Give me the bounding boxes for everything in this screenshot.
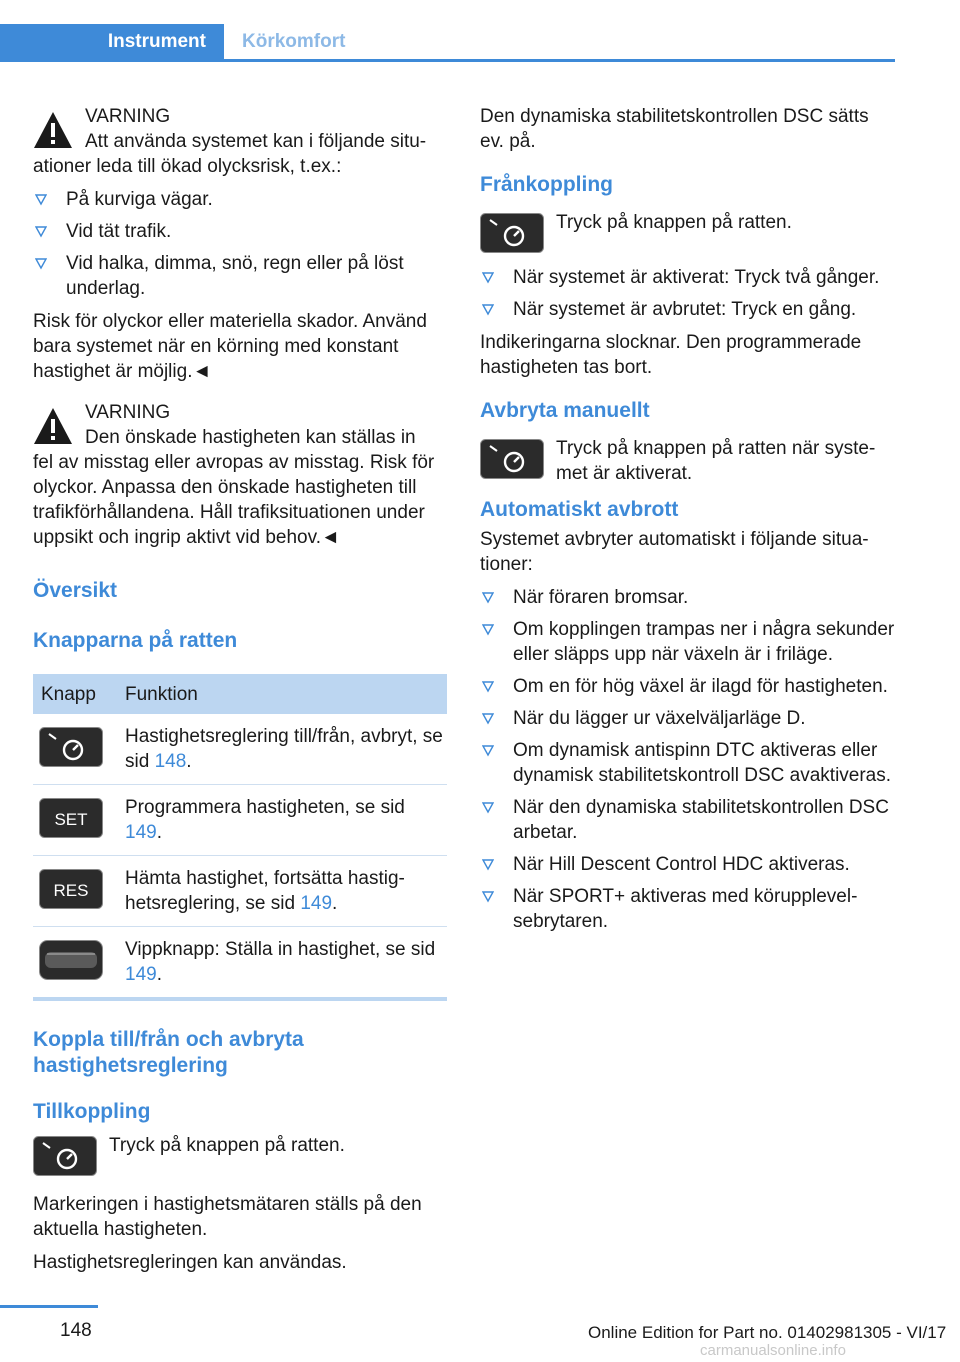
warning-text: Risk för olyckor eller materiella skador. Använd bara systemet när en körning med konstant hastighet är möjlig.◄: [33, 311, 427, 382]
list-item: Vid tät trafik.: [33, 219, 447, 244]
left-column: [33, 104, 447, 1283]
warning-text: fel av misstag eller avropas av misstag. Risk för olyckor. Anpassa den önskade hastigheten till trafikförhållandena. Håll trafiksituationen under uppsikt och ingrip aktivt vid behov.◄: [33, 452, 435, 548]
table-row: SET Programmera hastigheten, se sid 149.: [33, 785, 447, 856]
triangle-bullet-icon: [482, 681, 494, 693]
edition-text: Online Edition for Part no. 01402981305 - VI/17: [588, 1323, 947, 1342]
svg-text:RES: RES: [53, 881, 89, 900]
speedometer-button-icon: [480, 439, 544, 479]
watermark: carmanualsonline.info: [700, 1342, 846, 1359]
speedometer-button-icon: [480, 213, 544, 253]
paragraph: Markeringen i hastighetsmätaren ställs på den aktuella hastigheten.: [33, 1194, 422, 1240]
footer-rule: [0, 1305, 98, 1308]
set-button-icon: [39, 798, 103, 838]
triangle-bullet-icon: [35, 226, 47, 238]
warning-title: VARNING: [85, 106, 171, 127]
manuellt-block: [480, 436, 896, 491]
list-item: När SPORT+ aktiveras med körupplevelsebrytaren.: [480, 884, 896, 934]
table-header-row: [33, 674, 447, 714]
right-column: [480, 104, 896, 942]
page-link[interactable]: 149: [125, 822, 157, 843]
triangle-bullet-icon: [482, 859, 494, 871]
triangle-bullet-icon: [35, 258, 47, 270]
table-row: Hastighetsreglering till/från, avbryt, se sid 148.: [33, 714, 447, 785]
instruction-text: Tryck på knappen på ratten.: [556, 212, 792, 233]
table-row: Vippknapp: Ställa in hastighet, se sid 149.: [33, 927, 447, 1000]
tab-korkomfort[interactable]: Körkomfort: [242, 31, 346, 52]
section-heading-oversikt: Översikt: [33, 579, 118, 602]
warning-triangle-icon: [33, 406, 73, 446]
warning-block-1: [33, 104, 447, 179]
tillkoppling-block: [33, 1133, 447, 1188]
tab-instrument[interactable]: Instrument: [0, 24, 224, 60]
speedometer-button-icon: [33, 1136, 97, 1176]
subheading-frankoppling: Frånkoppling: [480, 173, 613, 196]
instruction-text: Tryck på knappen på ratten när systemet är aktiverat.: [556, 438, 876, 484]
page-number: 148: [60, 1320, 92, 1341]
triangle-bullet-icon: [482, 624, 494, 636]
list-item: När den dynamiska stabilitetskontrollen DSC arbetar.: [480, 795, 896, 845]
paragraph: Hastighetsregleringen kan användas.: [33, 1252, 347, 1273]
list-item: När Hill Descent Control HDC aktiveras.: [480, 852, 896, 877]
frankoppling-block: [480, 210, 896, 265]
triangle-bullet-icon: [482, 713, 494, 725]
triangle-bullet-icon: [35, 194, 47, 206]
subheading-avbryta-manuellt: Avbryta manuellt: [480, 399, 650, 422]
list-item: När systemet är avbrutet: Tryck en gång.: [480, 297, 896, 322]
res-button-icon: [39, 869, 103, 909]
table-row: RES Hämta hastighet, fortsätta hastighetsreglering, se sid 149.: [33, 856, 447, 927]
warning-list: [33, 187, 447, 301]
page-link[interactable]: 149: [300, 893, 333, 914]
triangle-bullet-icon: [482, 745, 494, 757]
rocker-switch-icon: [39, 940, 103, 980]
chapter-header: [0, 24, 895, 62]
list-item: Om en för hög växel är ilagd för hastigheten.: [480, 674, 896, 699]
list-item: På kurviga vägar.: [33, 187, 447, 212]
paragraph: Indikeringarna slocknar. Den programmerade hastigheten tas bort.: [480, 332, 862, 378]
page-link[interactable]: 148: [154, 751, 187, 772]
subheading-automatiskt-avbrott: Automatiskt avbrott: [480, 498, 679, 521]
auto-list: [480, 585, 896, 934]
section-heading-koppla: Koppla till/från och avbryta hastighetsreglering: [33, 1028, 304, 1077]
triangle-bullet-icon: [482, 304, 494, 316]
subheading-tillkoppling: Tillkoppling: [33, 1100, 151, 1123]
list-item: Om kopplingen trampas ner i några sekunder eller släpps upp när växeln är i friläge.: [480, 617, 896, 667]
list-item: Vid halka, dimma, snö, regn eller på löst underlag.: [33, 251, 447, 301]
triangle-bullet-icon: [482, 891, 494, 903]
speedometer-button-icon: [39, 727, 103, 767]
warning-title: VARNING: [85, 402, 171, 423]
list-item: När föraren bromsar.: [480, 585, 896, 610]
instruction-text: Tryck på knappen på ratten.: [109, 1135, 345, 1156]
page-link[interactable]: 149: [125, 964, 157, 985]
warning-line: Att använda systemet kan i följande situ-: [85, 131, 427, 152]
list-item: Om dynamisk antispinn DTC aktiveras eller dynamisk stabilitetskontroll DSC avaktiveras.: [480, 738, 896, 788]
svg-text:SET: SET: [54, 810, 88, 829]
list-item: När systemet är aktiverat: Tryck två gånger.: [480, 265, 896, 290]
warning-block-2: [33, 400, 447, 550]
buttons-table: [33, 674, 447, 1001]
column-header: Knapp: [33, 674, 117, 714]
frankoppling-list: [480, 265, 896, 322]
subheading-knapparna: Knapparna på ratten: [33, 629, 238, 652]
triangle-bullet-icon: [482, 272, 494, 284]
column-header: Funktion: [117, 674, 447, 714]
warning-line: Den önskade hastigheten kan ställas in: [85, 427, 416, 448]
list-item: När du lägger ur växelväljarläge D.: [480, 706, 896, 731]
warning-line: ationer leda till ökad olycksrisk, t.ex.:: [33, 156, 342, 177]
triangle-bullet-icon: [482, 802, 494, 814]
warning-triangle-icon: [33, 110, 73, 150]
triangle-bullet-icon: [482, 592, 494, 604]
paragraph: Systemet avbryter automatiskt i följande situationer:: [480, 529, 869, 575]
paragraph: Den dynamiska stabilitetskontrollen DSC sätts ev. på.: [480, 106, 869, 152]
